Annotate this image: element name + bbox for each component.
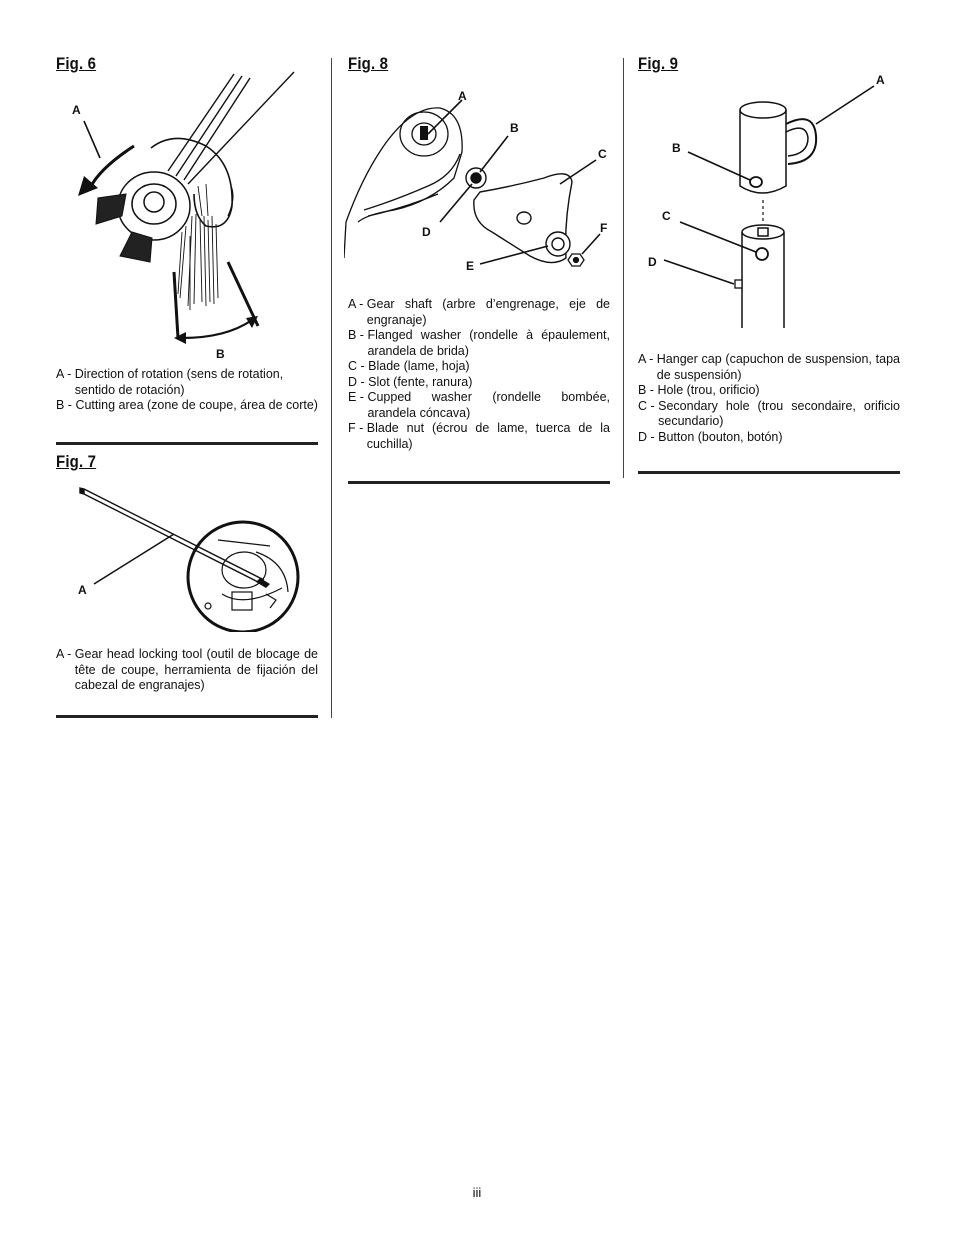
legend-text: Hole (trou, orificio)	[657, 383, 760, 397]
legend-text: Button (bouton, botón)	[658, 429, 783, 444]
legend-item	[348, 421, 610, 452]
blade-arm-bottom	[120, 232, 152, 262]
legend-item	[56, 647, 318, 694]
legend-text: Secondary hole (trou secondaire, orificio secundario)	[658, 398, 900, 428]
fig8-callout-d: D	[422, 225, 431, 239]
legend-key: B -	[348, 328, 368, 342]
legend-item	[348, 328, 610, 359]
cutting-area-arrow	[182, 320, 252, 338]
legend-key: C -	[348, 359, 369, 373]
legend-key: C -	[638, 398, 659, 413]
gear-housing	[344, 108, 462, 258]
fig8-bottom-rule	[348, 481, 610, 484]
pole	[742, 225, 784, 328]
fig6-title: Fig. 6	[56, 54, 97, 73]
legend-text: Blade (lame, hoja)	[368, 359, 470, 373]
legend-text: Cutting area (zone de coupe, área de corte)	[75, 398, 318, 412]
legend-key: A -	[348, 297, 367, 311]
legend-text: Direction of rotation (sens de rotation, sentido de rotación)	[74, 367, 284, 397]
fig8-callout-c: C	[598, 147, 607, 161]
cupped-washer	[546, 232, 570, 256]
legend-key: B -	[638, 383, 658, 397]
fig6-bottom-rule	[56, 442, 318, 445]
legend-key: D -	[638, 429, 659, 444]
legend-text: Gear head locking tool (outil de blocage de tête de coupe, herramienta de fijación del cabezal de engranajes)	[74, 647, 318, 692]
fig8-title: Fig. 8	[348, 54, 389, 73]
legend-item	[56, 398, 318, 414]
legend-item	[348, 297, 610, 328]
legend-text: Flanged washer (rondelle à épaulement, arandela de brida)	[367, 328, 610, 358]
fig6-legend	[56, 367, 318, 414]
legend-text: Slot (fente, ranura)	[368, 374, 473, 389]
legend-key: A -	[56, 367, 75, 381]
fig7-illustration	[56, 482, 318, 632]
fig8-illustration	[344, 82, 614, 282]
column-divider-2	[623, 58, 624, 478]
secondary-hole	[756, 248, 768, 260]
legend-key: E -	[348, 390, 368, 404]
legend-text: Gear shaft (arbre d’engrenage, eje de engranaje)	[366, 297, 610, 327]
legend-key: A -	[638, 352, 657, 366]
fig9-legend	[638, 352, 900, 445]
fig8-callout-a: A	[458, 89, 467, 103]
legend-item	[348, 375, 610, 391]
fig8-callout-b: B	[510, 121, 519, 135]
fig7-legend	[56, 647, 318, 694]
fig8-callout-f: F	[600, 221, 608, 235]
blade-nut	[568, 254, 584, 266]
legend-item	[638, 383, 900, 399]
fig8-callout-e: E	[466, 259, 475, 273]
fig6-callout-a: A	[72, 103, 81, 117]
fig8-legend	[348, 297, 610, 452]
pole-button	[735, 280, 742, 288]
legend-text: Hanger cap (capuchon de suspension, tapa de suspensión)	[656, 352, 900, 382]
legend-item	[638, 352, 900, 383]
fig7-title: Fig. 7	[56, 452, 97, 471]
legend-item	[348, 359, 610, 375]
trimmer-head	[118, 172, 190, 240]
fig9-callout-d: D	[648, 255, 657, 269]
legend-item	[638, 399, 900, 430]
gear-head-inset	[188, 522, 298, 632]
hanger-hole	[750, 177, 762, 187]
page-number: iii	[472, 1185, 482, 1200]
legend-text: Cupped washer (rondelle bombée, arandela cóncava)	[367, 390, 610, 420]
fig9-callout-a: A	[876, 73, 885, 87]
legend-key: A -	[56, 647, 75, 661]
fig9-title: Fig. 9	[638, 54, 679, 73]
rotation-arrow	[90, 146, 134, 188]
legend-text: Blade nut (écrou de lame, tuerca de la cuchilla)	[366, 421, 610, 451]
fig6-illustration	[56, 66, 326, 366]
legend-item	[638, 430, 900, 446]
legend-key: F -	[348, 421, 367, 435]
gear-shaft	[420, 126, 428, 140]
column-divider-1	[331, 58, 332, 718]
fig9-illustration	[638, 66, 900, 336]
legend-key: D -	[348, 374, 369, 389]
fig7-bottom-rule	[56, 715, 318, 718]
fig7-callout-a: A	[78, 583, 87, 597]
flanged-washer	[466, 168, 486, 188]
fig6-callout-b: B	[216, 347, 225, 361]
trimmer-shaft	[168, 72, 294, 184]
legend-item	[348, 390, 610, 421]
legend-item	[56, 367, 318, 398]
fig9-callout-c: C	[662, 209, 671, 223]
fig9-bottom-rule	[638, 471, 900, 474]
locking-tool	[80, 488, 264, 585]
fig9-callout-b: B	[672, 141, 681, 155]
legend-key: B -	[56, 398, 76, 412]
